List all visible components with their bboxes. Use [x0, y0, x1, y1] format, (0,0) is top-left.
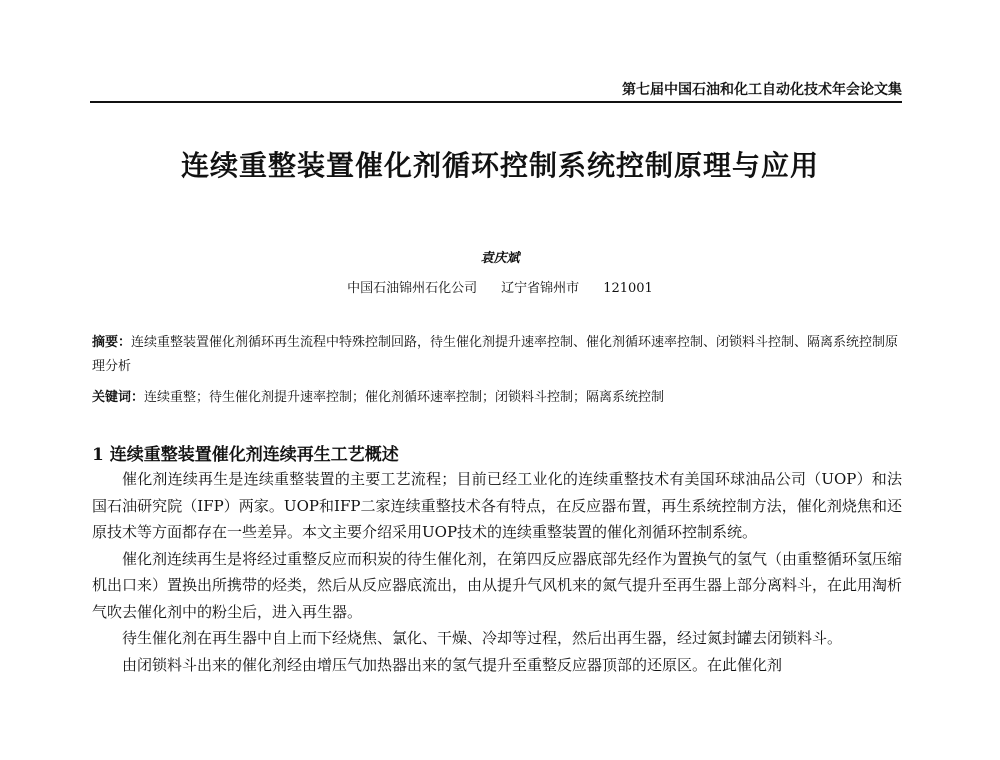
- header-rule: [90, 101, 902, 103]
- section-body: [92, 466, 902, 678]
- abstract: [92, 331, 902, 379]
- body-paragraph: 催化剂连续再生是连续重整装置的主要工艺流程；目前已经工业化的连续重整技术有美国环球油品公司（UOP）和法国石油研究院（IFP）两家。UOP和IFP二家连续重整技术各有特点，在反应器布置，再生系统控制方法，催化剂烧焦和还原技术等方面都存在一些差异。本文主要介绍采用UOP技术的连续重整装置的催化剂循环控制系统。: [92, 470, 902, 541]
- keywords: [92, 388, 902, 408]
- body-paragraph: 由闭锁料斗出来的催化剂经由增压气加热器出来的氢气提升至重整反应器顶部的还原区。在此催化剂: [122, 655, 783, 674]
- affiliation-postcode: 121001: [603, 281, 653, 296]
- affiliation-org: 中国石油锦州石化公司: [347, 281, 478, 296]
- affiliation-line: [0, 277, 1000, 296]
- keywords-text: 连续重整；待生催化剂提升速率控制；催化剂循环速率控制；闭锁料斗控制；隔离系统控制: [144, 390, 665, 405]
- abstract-text: 连续重整装置催化剂循环再生流程中特殊控制回路，待生催化剂提升速率控制、催化剂循环速率控制、闭锁料斗控制、隔离系统控制原理分析: [92, 335, 899, 374]
- section-heading: 1 连续重整装置催化剂连续再生工艺概述: [92, 445, 399, 465]
- body-paragraph: 待生催化剂在再生器中自上而下经烧焦、氯化、干燥、冷却等过程，然后出再生器，经过氮封罐去闭锁料斗。: [122, 629, 843, 647]
- running-head: 第七届中国石油和化工自动化技术年会论文集: [622, 82, 902, 98]
- keywords-label: 关键词：: [92, 390, 145, 405]
- body-paragraph: 催化剂连续再生是将经过重整反应而积炭的待生催化剂，在第四反应器底部先经作为置换气的氢气（由重整循环氢压缩机出口来）置换出所携带的烃类，然后从反应器底流出，由从提升气风机来的氮气提升至再生器上部分离料斗，在此用淘析气吹去催化剂中的粉尘后，进入再生器。: [92, 549, 903, 621]
- affiliation-city: 辽宁省锦州市: [501, 281, 580, 296]
- paper-title: 连续重整装置催化剂循环控制系统控制原理与应用: [180, 149, 819, 182]
- author-name: 袁庆斌: [480, 251, 520, 266]
- abstract-label: 摘要：: [92, 335, 132, 350]
